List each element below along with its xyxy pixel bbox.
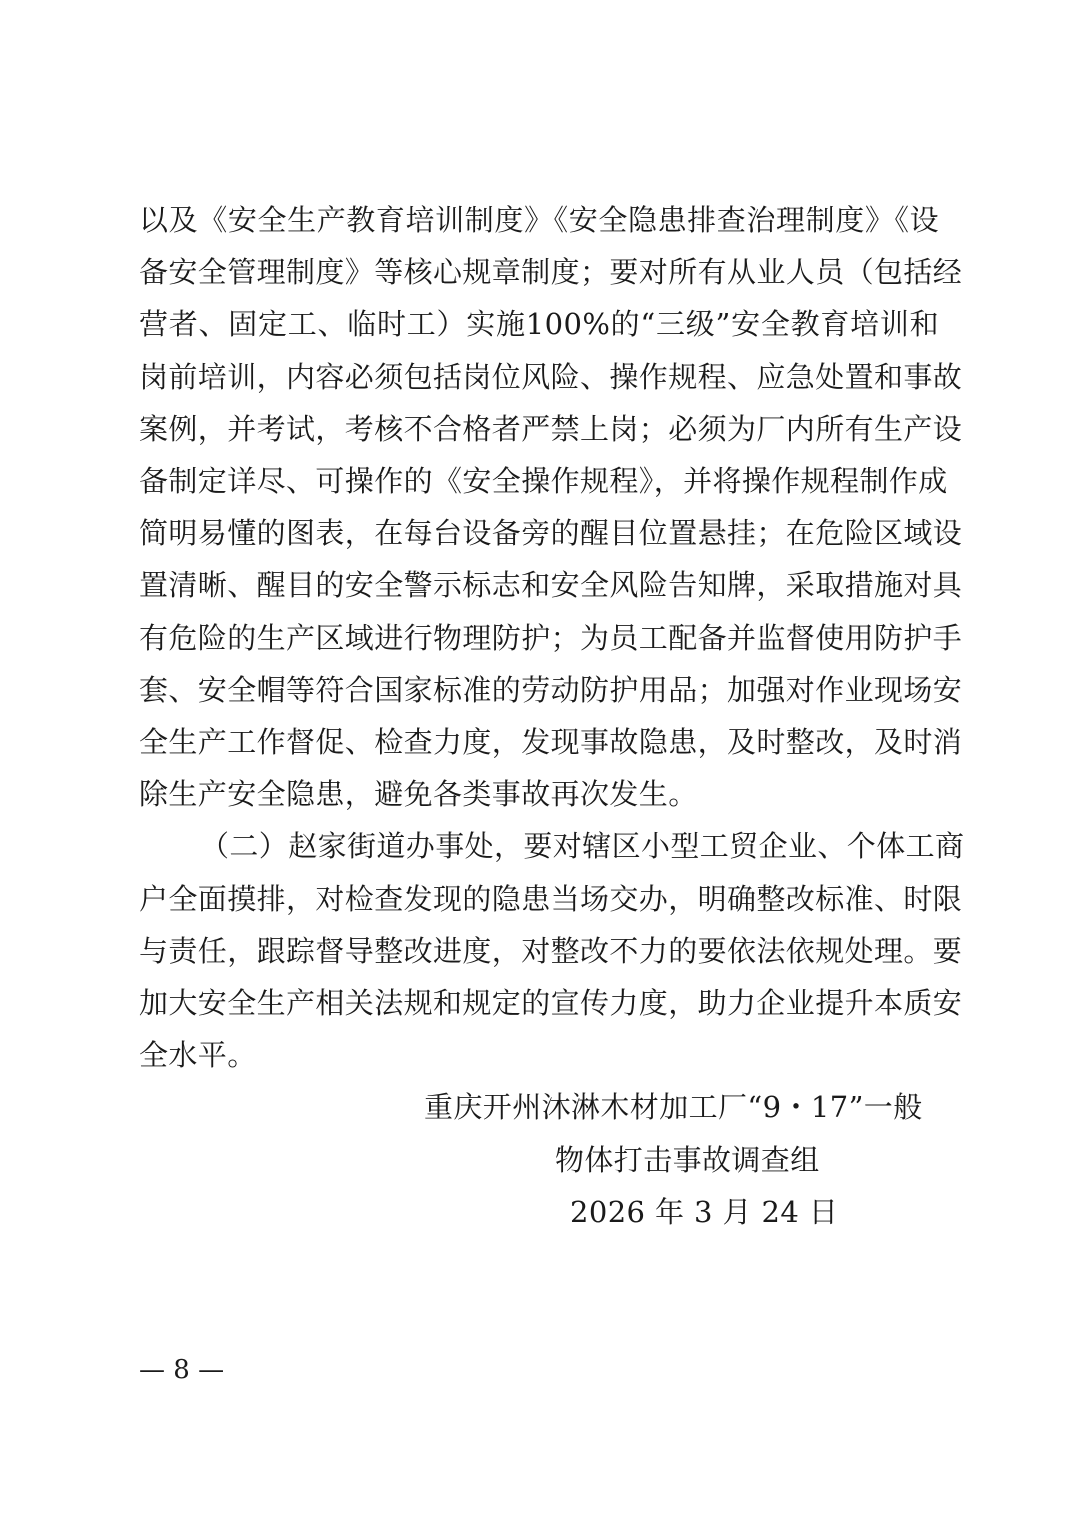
- paragraph-line: 套、安全帽等符合国家标准的劳动防护用品；加强对作业现场安: [139, 673, 963, 707]
- page-number: — 8 —: [139, 1355, 225, 1385]
- paragraph-line: 加大安全生产相关法规和规定的宣传力度，助力企业提升本质安: [139, 986, 963, 1020]
- paragraph-line: 备安全管理制度》等核心规章制度；要对所有从业人员（包括经: [139, 255, 963, 289]
- paragraph-line: 简明易懂的图表，在每台设备旁的醒目位置悬挂；在危险区域设: [139, 516, 963, 550]
- paragraph-line: 案例，并考试，考核不合格者严禁上岗；必须为厂内所有生产设: [139, 412, 963, 446]
- signature-date: 2026 年 3 月 24 日: [570, 1195, 839, 1229]
- paragraph-line: 营者、固定工、临时工）实施100%的“三级”安全教育培训和: [139, 307, 939, 341]
- signature-org-line-2: 物体打击事故调查组: [555, 1143, 820, 1177]
- paragraph-line: 全水平。: [139, 1038, 257, 1072]
- paragraph-line: 全生产工作督促、检查力度，发现事故隐患，及时整改，及时消: [139, 725, 963, 759]
- paragraph-line: 岗前培训，内容必须包括岗位风险、操作规程、应急处置和事故: [139, 360, 963, 394]
- paragraph-line: 与责任，跟踪督导整改进度，对整改不力的要依法依规处理。要: [139, 934, 963, 968]
- paragraph-line: （二）赵家街道办事处，要对辖区小型工贸企业、个体工商: [200, 829, 965, 863]
- paragraph-line: 以及《安全生产教育培训制度》《安全隐患排查治理制度》《设: [139, 203, 939, 237]
- paragraph-line: 有危险的生产区域进行物理防护；为员工配备并监督使用防护手: [139, 621, 963, 655]
- signature-org-line-1: 重庆开州沐淋木材加工厂“9・17”一般: [424, 1090, 923, 1124]
- paragraph-line: 置清晰、醒目的安全警示标志和安全风险告知牌，采取措施对具: [139, 568, 963, 602]
- paragraph-line: 备制定详尽、可操作的《安全操作规程》，并将操作规程制作成: [139, 464, 948, 498]
- paragraph-line: 除生产安全隐患，避免各类事故再次发生。: [139, 777, 698, 811]
- paragraph-line: 户全面摸排，对检查发现的隐患当场交办，明确整改标准、时限: [139, 882, 963, 916]
